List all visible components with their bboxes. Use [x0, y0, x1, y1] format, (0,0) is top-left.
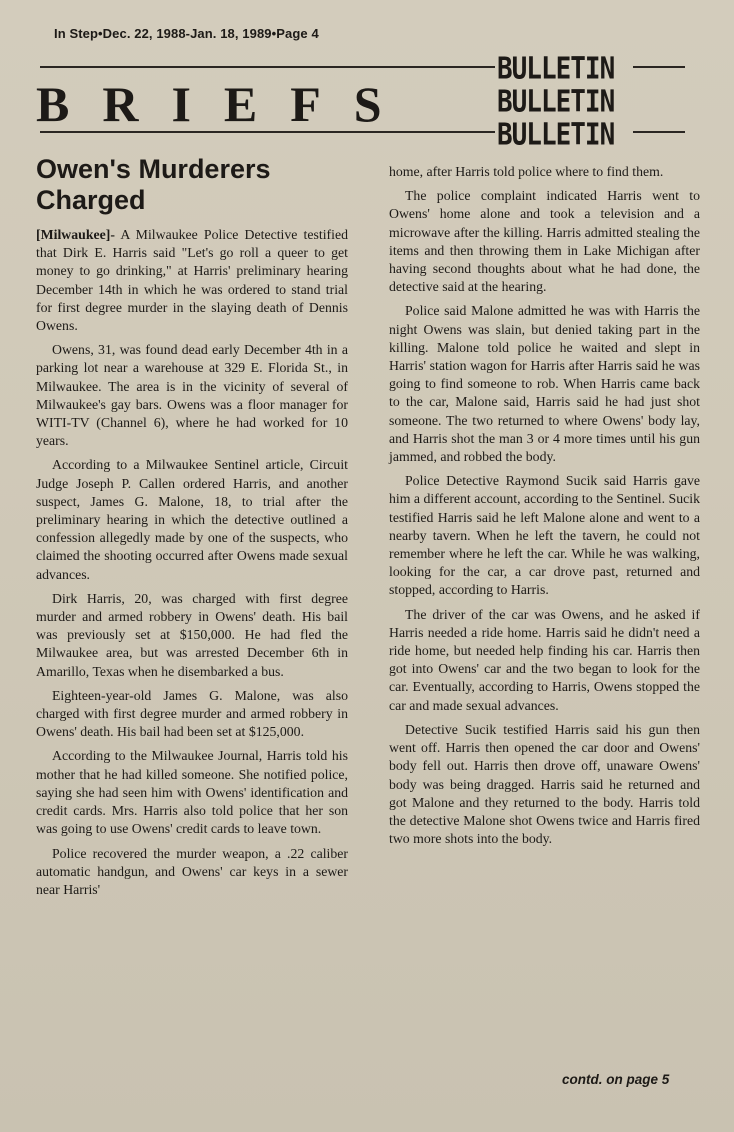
article-paragraph: The driver of the car was Owens, and he asked if Harris needed a ride home. Harris said he didn't need a ride home, but needed help finding his car. Harris then got into Owens' car and the two began to look for the car. Eventually, according to Harris, Owens stopped the car and made sexual advances.	[389, 606, 700, 713]
header-rule-top	[40, 66, 495, 68]
bulletin-rule-3	[633, 131, 685, 133]
article-paragraph: Eighteen-year-old James G. Malone, was also charged with first degree murder and armed robbery in Owens' death. His bail had been set at $125,000.	[36, 687, 348, 740]
page-folio: In Step•Dec. 22, 1988-Jan. 18, 1989•Page 4	[54, 26, 319, 41]
article-paragraph: Police Detective Raymond Sucik said Harris gave him a different account, according to the Sentinel. Sucik testified Harris said he left Malone alone and went to a nearby tavern. When he left the tavern, he could not remember where he left the car. While he was walking, looking for the car, a car drove past, returned and stopped, according to Harris.	[389, 473, 700, 598]
article-paragraph	[36, 226, 348, 335]
article-column-2	[389, 163, 700, 854]
article-paragraph: According to a Milwaukee Sentinel article, Circuit Judge Joseph P. Callen ordered Harris, and another suspect, James G. Malone, 18, to trial after the preliminary hearing in which the detective outlined a confession allegedly made by one of the suspects, who claimed the shooting occurred after Owens made sexual advances.	[36, 457, 348, 582]
paragraph-text: A Milwaukee Police Detective testified that Dirk E. Harris said "Let's go roll a queer to get money to go drinking," at Harris' preliminary hearing December 14th in which he was ordered to stand trial for first degree murder in the slaying death of Dennis Owens.	[36, 227, 348, 334]
bulletin-line-3: BULLETIN	[497, 118, 615, 153]
article-paragraph: According to the Milwaukee Journal, Harris told his mother that he had killed someone. She notified police, saying she had seen him with Owens' identification and credit cards. Mrs. Harris also told police that her son was going to use Owens' credit cards to leave town.	[36, 748, 348, 837]
article-paragraph: Owens, 31, was found dead early December 4th in a parking lot near a warehouse at 329 E. Florida St., in Milwaukee. The area is in the vicinity of several of Milwaukee's gay bars. Owens was a floor manager for WITI-TV (Channel 6), where he had worked for 10 years.	[36, 342, 348, 449]
section-title: BRIEFS	[36, 76, 415, 132]
article-paragraph: Dirk Harris, 20, was charged with first degree murder and armed robbery in Owens' death. His bail was previously set at $150,000. He had fled the Milwaukee area, but was arrested December 6th in Amarillo, Texas when he disembarked a bus.	[36, 590, 348, 679]
article-paragraph: The police complaint indicated Harris went to Owens' home alone and took a television and a microwave after the killing. Harris admitted stealing the items and then throwing them in Lake Michigan after having second thoughts about what he had done, the detective said at the hearing.	[389, 188, 700, 295]
article-paragraph: Detective Sucik testified Harris said his gun then went off. Harris then opened the car door and Owens' body fell out. Harris then drove off, unaware Owens' body was being dragged. Harris said he returned and got Malone and they returned to the body. Harris told the detective Malone shot Owens twice and Harris fired two more shots into the body.	[389, 721, 700, 847]
article-paragraph: Police recovered the murder weapon, a .22 caliber automatic handgun, and Owens' car keys in a sewer near Harris'	[36, 845, 348, 897]
bulletin-line-2: BULLETIN	[497, 85, 615, 120]
article-headline: Owen's Murderers Charged	[36, 154, 271, 215]
article-paragraph: Police said Malone admitted he was with Harris the night Owens was slain, but denied taking part in the killing. Malone told police he waited and slept in Harris' station wagon for Harris after Harris said he was going to find someone to rob. When Harris came back to the car, Malone said, Harris said he had just shot someone. The two returned to where Owens' body lay, and Harris shot the man 3 or 4 more times until his gun jammed, and robbed the body.	[389, 303, 700, 465]
dateline: [Milwaukee]-	[36, 227, 115, 242]
article-column-1	[36, 226, 348, 905]
article-paragraph: home, after Harris told police where to find them.	[389, 164, 664, 179]
bulletin-line-1: BULLETIN	[497, 52, 615, 87]
bulletin-rule-1	[633, 66, 685, 68]
continued-notice: contd. on page 5	[562, 1072, 670, 1087]
